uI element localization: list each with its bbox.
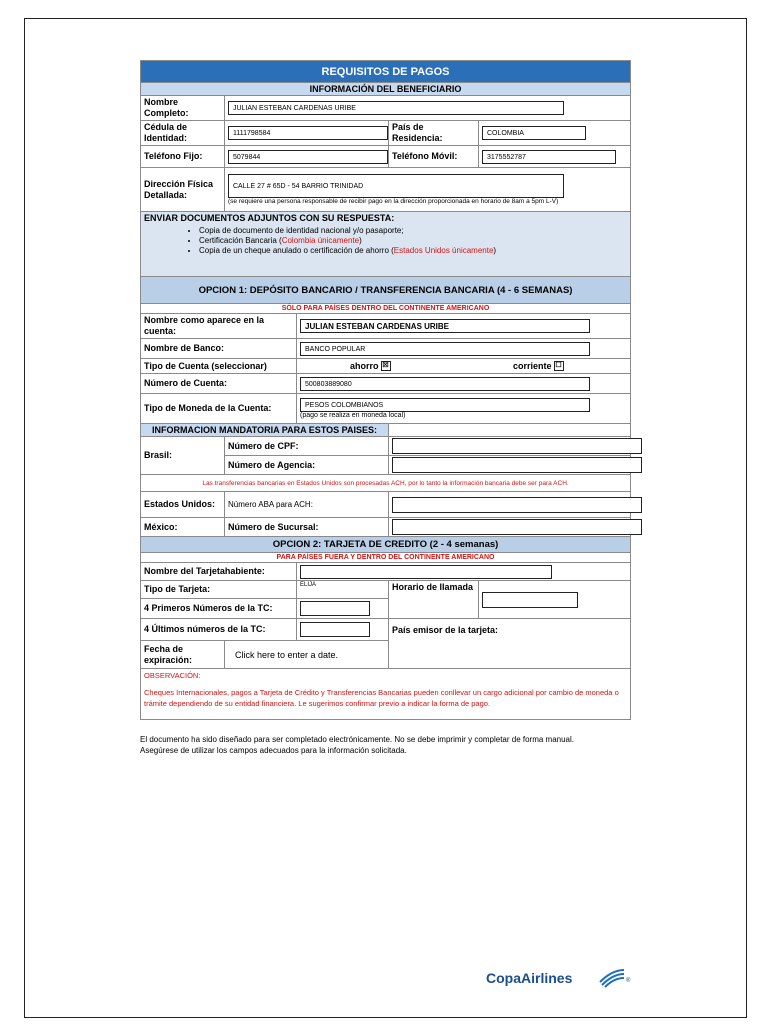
- document-item-id: • Copia de documento de identidad nacional y/o pasaporte;: [199, 226, 627, 235]
- logo-wordmark: CopaAirlines: [486, 970, 573, 986]
- phone-field[interactable]: 5079844: [228, 150, 388, 164]
- phone-label: Teléfono Fijo:: [141, 146, 225, 168]
- brasil-label: Brasil:: [141, 437, 225, 475]
- document-item-bank-cert: • Certificación Bancaria (Colombia únicamente): [199, 236, 627, 245]
- bank-label: Nombre de Banco:: [141, 339, 297, 359]
- documents-section: [141, 212, 631, 277]
- mexico-label: México:: [141, 518, 225, 537]
- aba-field[interactable]: [392, 497, 642, 513]
- option1-subheader: SÓLO PARA PAÍSES DENTRO DEL CONTINENTE AMERICANO: [141, 304, 631, 314]
- country-field[interactable]: COLOMBIA: [482, 126, 586, 140]
- account-name-field[interactable]: JULIAN ESTEBAN CARDENAS URIBE: [300, 319, 590, 333]
- address-note: (se requiere una persona responsable de recibir pago en la dirección proporcionada en horario de 8am a 5pm L-V): [228, 198, 559, 205]
- address-label: Dirección Física Detallada:: [141, 168, 225, 212]
- mobile-label: Teléfono Móvil:: [389, 146, 479, 168]
- call-time-label: Horario de llamada: [389, 581, 479, 619]
- country-label: País de Residencia:: [389, 121, 479, 146]
- document-item-cheque: • Copia de un cheque anulado o certificación de ahorro (Estados Unidos únicamente): [199, 246, 627, 255]
- last4-field[interactable]: [300, 622, 370, 637]
- option2-header: OPCION 2: TARJETA DE CREDITO (2 - 4 semanas): [141, 537, 631, 553]
- beneficiary-header: INFORMACIÓN DEL BENEFICIARIO: [141, 83, 631, 96]
- copa-airlines-logo: [486, 968, 636, 990]
- call-time-field[interactable]: [482, 592, 578, 608]
- observation-label: OBSERVACIÓN:: [144, 671, 201, 680]
- savings-checkbox[interactable]: ☒: [382, 362, 389, 370]
- expiry-date-picker[interactable]: Click here to enter a date.: [225, 641, 389, 669]
- checking-option-label: corriente: [513, 360, 552, 371]
- holder-field[interactable]: [300, 565, 552, 579]
- id-label: Cédula de Identidad:: [141, 121, 225, 146]
- footer-note: [140, 734, 630, 756]
- option2-subheader: PARA PAÍSES FUERA Y DENTRO DEL CONTINENTE AMERICANO: [141, 553, 631, 563]
- card-type-select[interactable]: ELIJA: [297, 581, 389, 599]
- cpf-label: Número de CPF:: [225, 437, 389, 456]
- mobile-field[interactable]: 3175552787: [482, 150, 616, 164]
- currency-field[interactable]: PESOS COLOMBIANOS: [300, 398, 590, 412]
- first4-field[interactable]: [300, 601, 370, 616]
- payment-requirements-form: [140, 60, 630, 720]
- observation-section: [141, 669, 631, 720]
- form-title: REQUISITOS DE PAGOS: [141, 61, 631, 83]
- mandatory-header: INFORMACION MANDATORIA PARA ESTOS PAISES:: [141, 424, 389, 437]
- bank-name-field[interactable]: BANCO POPULAR: [300, 342, 590, 356]
- registered-mark: ®: [626, 978, 631, 984]
- expiry-label: Fecha de expiración:: [141, 641, 225, 669]
- footer-line-1: El documento ha sido diseñado para ser completado electrónicamente. No se debe imprimir y completar de forma manual.: [140, 735, 574, 744]
- account-number-field[interactable]: 500803889080: [300, 377, 590, 391]
- currency-note: (pago se realiza en moneda local): [300, 412, 406, 419]
- last4-label: 4 Últimos números de la TC:: [141, 619, 297, 641]
- agency-label: Número de Agencia:: [225, 456, 389, 475]
- account-number-label: Número de Cuenta:: [141, 374, 297, 394]
- issuer-label: País emisor de la tarjeta:: [389, 619, 631, 669]
- account-name-label: Nombre como aparece en la cuenta:: [141, 314, 297, 339]
- name-label: Nombre Completo:: [141, 96, 225, 121]
- documents-list: [199, 226, 627, 255]
- card-type-label: Tipo de Tarjeta:: [141, 581, 297, 599]
- branch-label: Número de Sucursal:: [225, 518, 389, 537]
- account-type-label: Tipo de Cuenta (seleccionar): [141, 359, 297, 374]
- cpf-field[interactable]: [392, 438, 642, 454]
- footer-line-2: Asegúrese de utilizar los campos adecuados para la información solicitada.: [140, 746, 407, 755]
- option1-header: OPCION 1: DEPÓSITO BANCARIO / TRANSFERENCIA BANCARIA (4 - 6 SEMANAS): [141, 277, 631, 304]
- checking-checkbox[interactable]: ☐: [555, 362, 562, 370]
- first4-label: 4 Primeros Números de la TC:: [141, 599, 297, 619]
- usa-label: Estados Unidos:: [141, 492, 225, 518]
- aba-label: Número ABA para ACH:: [225, 492, 389, 518]
- savings-option-label: ahorro: [350, 360, 379, 371]
- currency-label: Tipo de Moneda de la Cuenta:: [141, 394, 297, 424]
- id-number-field[interactable]: 1111798584: [228, 126, 388, 140]
- full-name-field[interactable]: JULIAN ESTEBAN CARDENAS URIBE: [228, 101, 564, 115]
- agency-field[interactable]: [392, 457, 642, 473]
- observation-text: Cheques Internacionales, pagos a Tarjeta de Crédito y Transferencias Bancarias pueden conllevar un cargo adicional por cambio de moneda o trámite dependiendo de su entidad financiera. Le sugerimos confirmar previo a indicar la forma de pago.: [144, 688, 619, 708]
- documents-header: ENVIAR DOCUMENTOS ADJUNTOS CON SU RESPUESTA:: [144, 213, 395, 223]
- holder-label: Nombre del Tarjetahabiente:: [141, 563, 297, 581]
- ach-note: Las transferencias bancarias en Estados Unidos son procesadas ACH, por lo tanto la información bancaria debe ser para ACH.: [141, 475, 631, 492]
- wing-icon: [598, 968, 626, 988]
- branch-field[interactable]: [392, 519, 642, 535]
- address-field[interactable]: CALLE 27 # 65D - 54 BARRIO TRINIDAD: [228, 174, 564, 198]
